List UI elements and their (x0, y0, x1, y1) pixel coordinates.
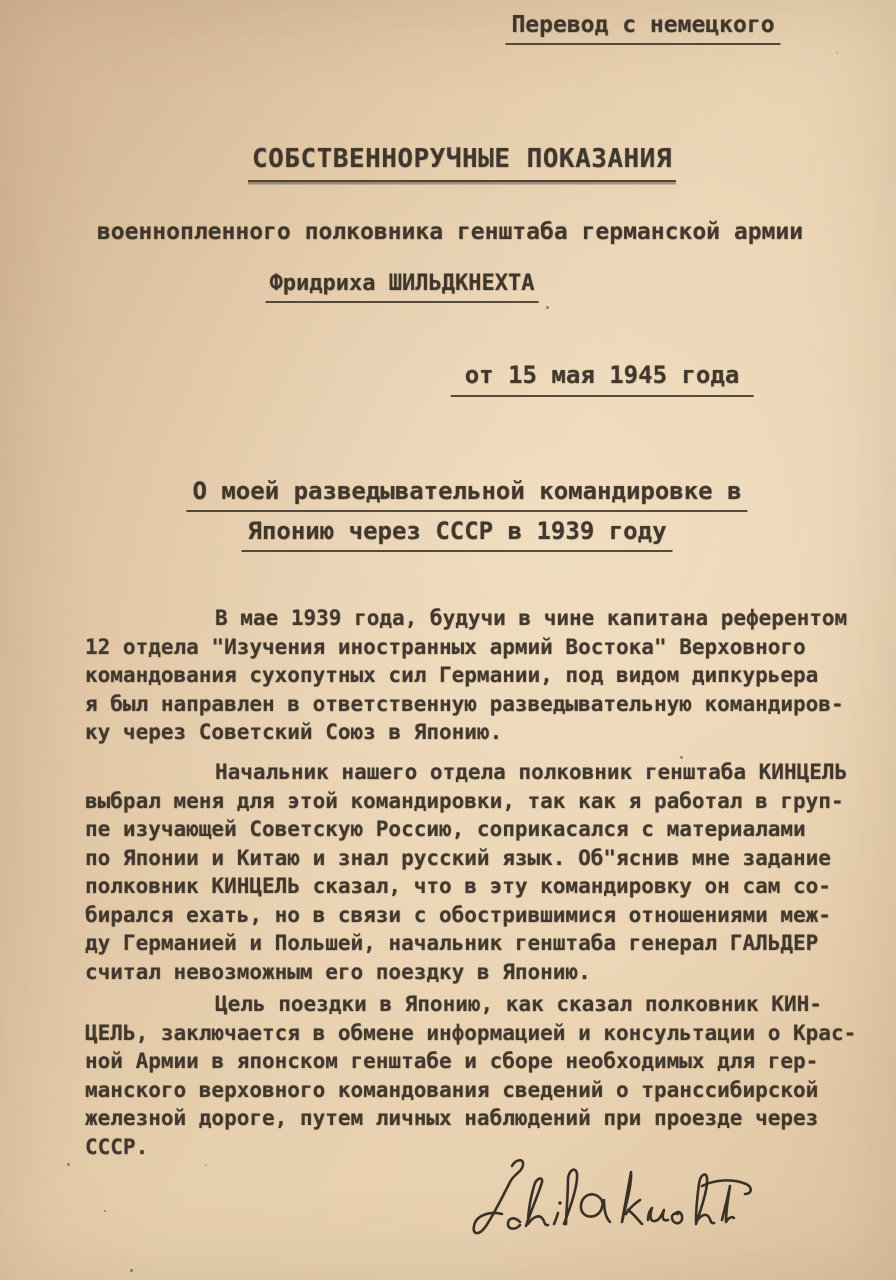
body-line: бирался ехать, но в связи с обострившимися отношениями меж- (85, 902, 831, 927)
paper-speckle (205, 1164, 207, 1166)
paragraph-1 (85, 604, 875, 747)
document-title: СОБСТВЕННОРУЧНЫЕ ПОКАЗАНИЯ (248, 144, 676, 182)
subject-heading-line1: О моей разведывательной командировке в (186, 477, 747, 512)
paragraph-2 (85, 758, 875, 986)
body-line: железной дороге, путем личных наблюдений при проезде через (85, 1106, 819, 1130)
document-date: от 15 мая 1945 года (451, 361, 754, 397)
translation-note: Перевод с немецкого (505, 12, 780, 45)
paragraph-3 (85, 990, 875, 1161)
body-line: Начальник нашего отдела полковник генштаба КИНЦЕЛЬ (215, 760, 848, 784)
paper-speckle (130, 1269, 133, 1272)
body-line: пе изучающей Советскую Россию, соприкасался с материалами (85, 817, 806, 841)
paper-speckle (546, 306, 549, 309)
body-line: я был направлен в ответственную разведывательную командиров- (85, 691, 844, 716)
body-line: ЦЕЛЬ, заключается в обмене информацией и консультации о Крас- (85, 1020, 857, 1045)
body-line: ку через Советский Союз в Японию. (85, 720, 503, 744)
body-line: ду Германией и Польшей, начальник генштаба генерал ГАЛЬДЕР (85, 931, 819, 955)
body-line: по Японии и Китаю и знал русский язык. Об"яснив мне задание (85, 845, 831, 870)
body-line: СССР. (85, 1134, 149, 1159)
signature-schildknecht (450, 1156, 760, 1256)
prisoner-name: Фридриха ШИЛЬДКНЕХТА (266, 271, 539, 303)
paper-speckle (67, 1163, 70, 1166)
paper-speckle (836, 52, 838, 54)
body-line: манского верховного командования сведений о транссибирской (85, 1077, 819, 1102)
body-line: ной Армии в японском генштабе и сборе необходимых для гер- (85, 1049, 819, 1073)
body-line: 12 отдела "Изучения иностранных армий Востока" Верховного (85, 634, 806, 659)
body-line: выбрал меня для этой командировки, так как я работал в груп- (85, 788, 844, 813)
body-line: В мае 1939 года, будучи в чине капитана референтом (215, 606, 848, 630)
body-line: полковник КИНЦЕЛЬ сказал, что в эту командировку он сам со- (85, 874, 831, 898)
body-line: считал невозможным его поездку в Японию. (85, 959, 591, 984)
subject-heading-line2: Японию через СССР в 1939 году (241, 517, 672, 552)
document-subtitle: военнопленного полковника генштаба германской армии (96, 219, 804, 245)
body-line: Цель поездки в Японию, как сказал полковник КИН- (215, 992, 822, 1016)
paper-speckle (104, 1210, 106, 1212)
body-line: командования сухопутных сил Германии, под видом дипкурьера (85, 663, 819, 687)
